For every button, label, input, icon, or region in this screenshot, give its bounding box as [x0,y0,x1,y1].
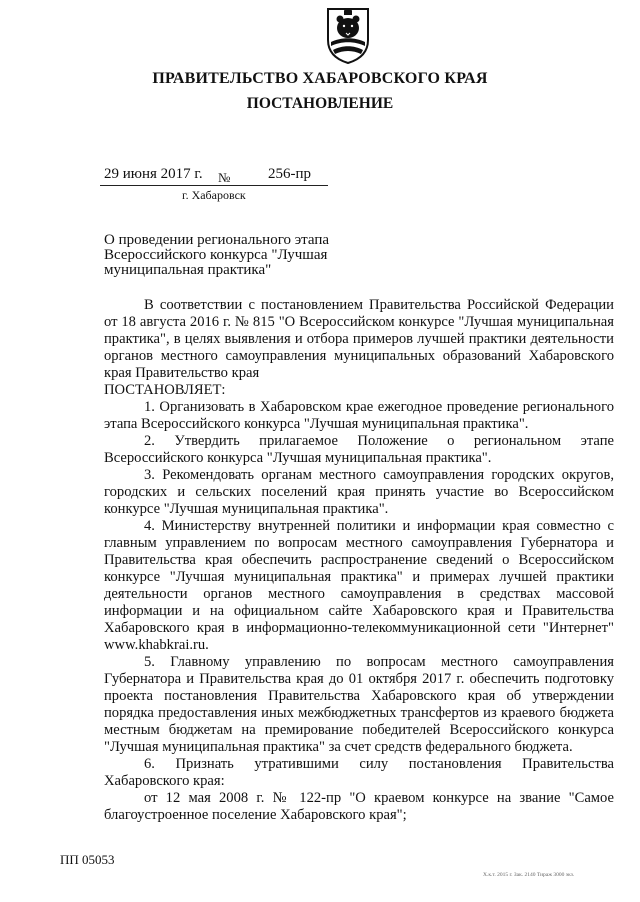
government-title: ПРАВИТЕЛЬСТВО ХАБАРОВСКОГО КРАЯ [152,70,488,87]
document-number: 256-пр [268,166,312,182]
document-code: ПП 05053 [60,852,115,867]
document-body [104,297,614,824]
item-4-paragraph: 4. Министерству внутренней политики и информации края совместно с главным управлением по вопросам местного самоуправления Губернатора и Правительства края обеспечить распространение сведений о Всероссийском конкурсе "Лучшая муниципальная практика" и примерах лучшей практики деятельности органов местного самоуправления в средствах массовой информации и на официальном сайте Хабаровского края и Правительства Хабаровского края в информационно-телекоммуникационной сети "Интернет" www.khabkrai.ru. [104,518,614,653]
preamble-paragraph: В соответствии с постановлением Правительства Российской Федерации от 18 августа 2016 г. № 815 "О Всероссийском конкурсе "Лучшая муниципальная практика", в целях выявления и отбора примеров лучшей практики деятельности органов местного самоуправления муниципальных образований Хабаровского края Правительство края [104,297,614,381]
document-subject: О проведении регионального этапа Всероссийского конкурса "Лучшая муниципальная практика" [104,232,330,278]
document-date: 29 июня 2017 г. [104,166,203,182]
resolves-heading: ПОСТАНОВЛЯЕТ: [104,382,226,398]
item-3-paragraph: 3. Рекомендовать органам местного самоуправления городских округов, городских и сельских поселений края принять участие во Всероссийском конкурсе "Лучшая муниципальная практика". [104,467,614,517]
date-number-underline [100,185,328,186]
item-2-paragraph: 2. Утвердить прилагаемое Положение о региональном этапе Всероссийского конкурса "Лучшая муниципальная практика". [104,433,614,466]
item-1-paragraph: 1. Организовать в Хабаровском крае ежегодное проведение регионального этапа Всероссийского конкурса "Лучшая муниципальная практика". [104,399,614,432]
number-sign: № [218,170,231,185]
item-5-paragraph: 5. Главному управлению по вопросам местного самоуправления Губернатора и Правительства края до 01 октября 2017 г. обеспечить подготовку проекта постановления Правительства Хабаровского края об утверждении порядка предоставления иных межбюджетных трансфертов из краевого бюджета местным бюджетам на премирование победителей Всероссийского конкурса "Лучшая муниципальная практика" за счет средств федерального бюджета. [104,654,614,755]
print-info: Х.к.т. 2015 г. Зак. 2140 Тираж 3000 экз. [483,872,575,878]
document-city: г. Хабаровск [182,188,246,202]
item-6-paragraph: 6. Признать утратившими силу постановления Правительства Хабаровского края: [104,756,614,789]
document-type: ПОСТАНОВЛЕНИЕ [246,95,394,112]
coat-of-arms-icon [325,6,371,64]
item-6-subitem-paragraph: от 12 мая 2008 г. № 122-пр "О краевом конкурсе на звание "Самое благоустроенное поселение Хабаровского края"; [104,790,614,823]
